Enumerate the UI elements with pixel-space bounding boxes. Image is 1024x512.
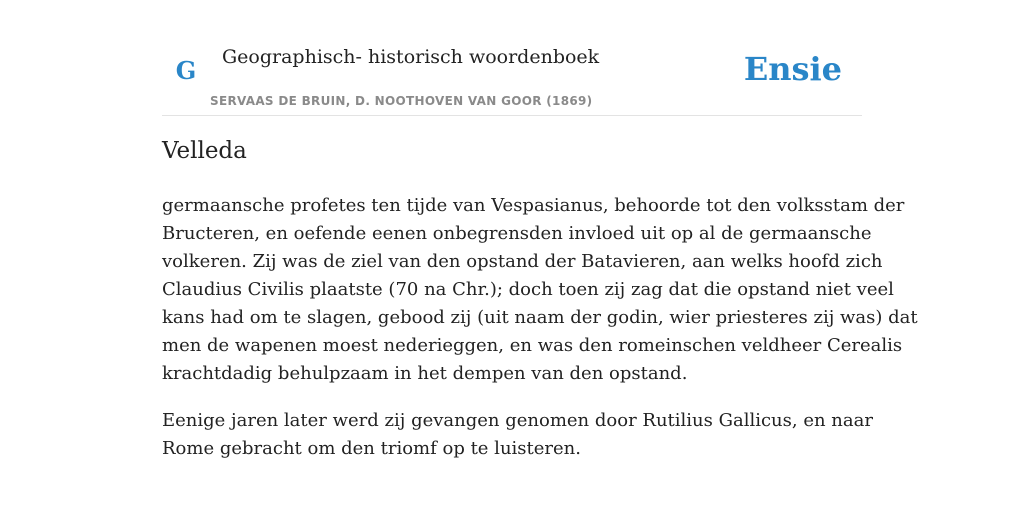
book-title[interactable]: Geographisch- historisch woordenboek	[222, 46, 600, 68]
book-letter-icon: G	[175, 56, 197, 85]
entry-body	[162, 192, 918, 482]
text-line: volkeren. Zij was de ziel van den opstand der Batavieren, aan welks hoofd zich	[162, 251, 883, 272]
text-line: Eenige jaren later werd zij gevangen genomen door Rutilius Gallicus, en naar	[162, 410, 873, 431]
text-line: Rome gebracht om den triomf op te luisteren.	[162, 438, 581, 459]
entry-paragraph	[162, 407, 873, 463]
book-author: SERVAAS DE BRUIN, D. NOOTHOVEN VAN GOOR (1869)	[210, 94, 593, 108]
entry-paragraph	[162, 192, 918, 388]
text-line: germaansche profetes ten tijde van Vespasianus, behoorde tot den volksstam der	[162, 195, 905, 216]
text-line: krachtdadig behulpzaam in het dempen van den opstand.	[162, 363, 688, 384]
text-line: Bructeren, en oefende eenen onbegrensden invloed uit op al de germaansche	[162, 223, 872, 244]
brand-logo-link[interactable]: Ensie	[743, 50, 842, 88]
book-header	[162, 40, 862, 116]
entry-title: Velleda	[162, 138, 247, 164]
text-line: Claudius Civilis plaatste (70 na Chr.); doch toen zij zag dat die opstand niet veel	[162, 279, 894, 300]
text-line: men de wapenen moest nederieggen, en was den romeinschen veldheer Cerealis	[162, 335, 903, 356]
text-line: kans had om te slagen, gebood zij (uit naam der godin, wier priesteres zij was) dat	[162, 307, 918, 328]
